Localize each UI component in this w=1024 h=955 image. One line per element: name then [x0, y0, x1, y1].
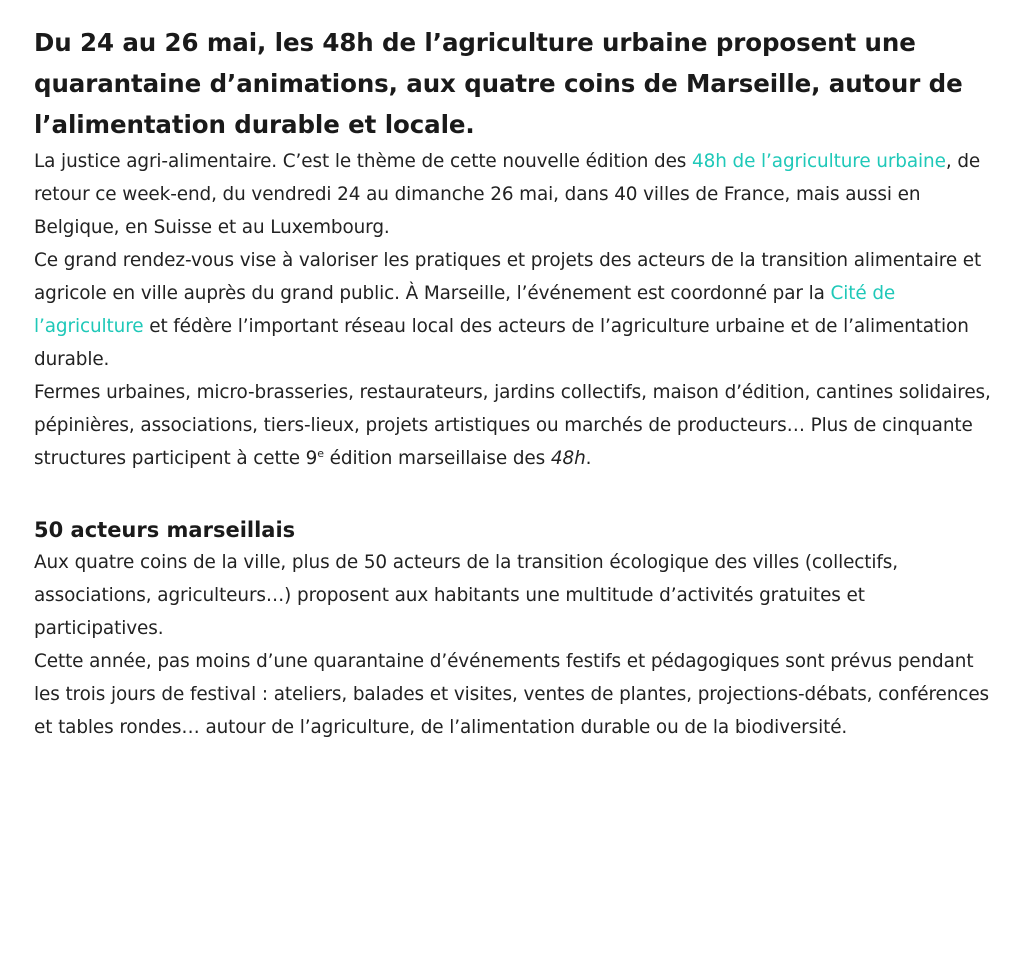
- paragraph-text: et fédère l’important réseau local des acteurs de l’agriculture urbaine et de l’alimentation durable.: [34, 316, 969, 370]
- emphasis-48h: 48h: [550, 448, 586, 469]
- link-cite-de-l-agriculture[interactable]: Cité de l’agriculture: [34, 283, 896, 337]
- article-lead: Du 24 au 26 mai, les 48h de l’agriculture urbaine proposent une quarantaine d’animations, aux quatre coins de Marseille, autour de l’alimentation durable et locale.: [34, 28, 963, 139]
- paragraph-text: , de retour ce week-end, du vendredi 24 au dimanche 26 mai, dans 40 villes de France, mais aussi en Belgique, en Suisse et au Luxembourg.: [34, 151, 981, 238]
- section-heading: 50 acteurs marseillais: [34, 518, 296, 542]
- paragraph-text: La justice agri-alimentaire. C’est le thème de cette nouvelle édition des: [34, 151, 693, 172]
- paragraph-fermes-urbaines: [34, 376, 1000, 475]
- paragraph-cette-annee: Cette année, pas moins d’une quarantaine d’événements festifs et pédagogiques sont prévus pendant les trois jours de festival : ateliers, balades et visites, ventes de plantes, projections-débats, conférences et tables rondes… autour de l’agriculture, de l’alimentation durable ou de la biodiversité.: [34, 651, 990, 738]
- paragraph-text: Fermes urbaines, micro-brasseries, restaurateurs, jardins collectifs, maison d’édition, cantines solidaires, pépinières, associations, tiers-lieux, projets artistiques ou marchés de producteurs… Plus de cinquante structures participent à cette 9: [34, 382, 991, 469]
- paragraph-text: Ce grand rendez-vous vise à valoriser les pratiques et projets des acteurs de la transition alimentaire et agricole en ville auprès du grand public. À Marseille, l’événement est coordonné par la: [34, 250, 982, 304]
- paragraph-grand-rendez-vous: [34, 244, 1000, 376]
- paragraph-quatre-coins: Aux quatre coins de la ville, plus de 50 acteurs de la transition écologique des villes (collectifs, associations, agriculteurs…) proposent aux habitants une multitude d’activités gratuites et participatives.: [34, 552, 899, 639]
- link-48h-agriculture-urbaine[interactable]: 48h de l’agriculture urbaine: [692, 151, 946, 172]
- ordinal-superscript: e: [317, 446, 324, 460]
- paragraph-justice-agri-alimentaire: [34, 145, 1000, 244]
- paragraph-text: .: [585, 448, 592, 469]
- paragraph-text: édition marseillaise des: [323, 448, 551, 469]
